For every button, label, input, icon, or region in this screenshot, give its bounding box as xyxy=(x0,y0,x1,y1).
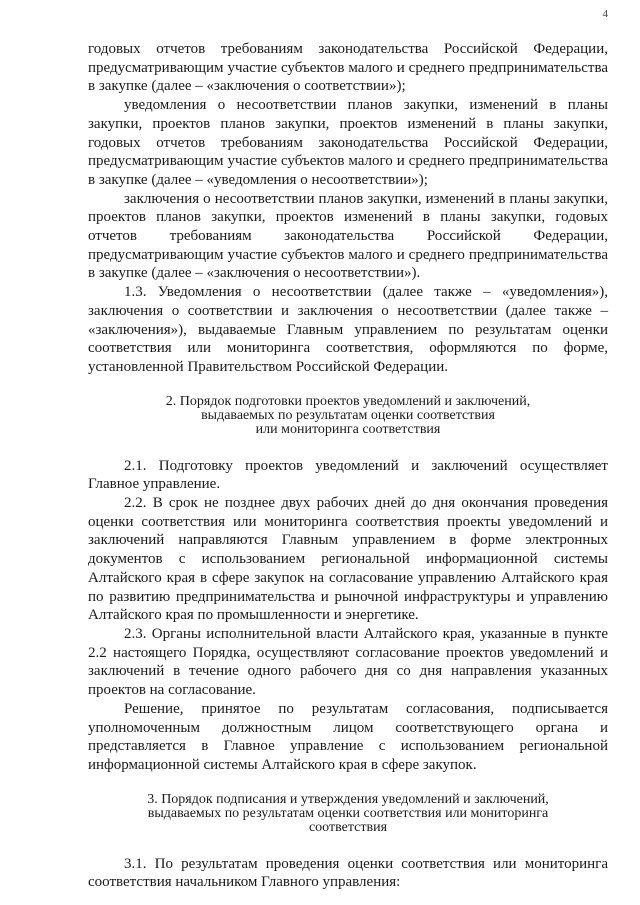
page-number: 4 xyxy=(602,8,608,20)
paragraph-continuation: годовых отчетов требованиям законодательства Российской Федерации, предусматривающим участие субъектов малого и среднего предпринимательства в закупке (далее – «заключения о соответствии»); xyxy=(88,41,608,95)
section-2-title-line: 2. Порядок подготовки проектов уведомлений и заключений, xyxy=(165,393,531,409)
paragraph-2-3: 2.3. Органы исполнительной власти Алтайского края, указанные в пункте 2.2 настоящего Порядка, осуществляют согласование проектов уведомлений и заключений в течение одного рабочего дня со дня направления указанных проектов на согласование. xyxy=(88,625,608,699)
section-2-title xyxy=(88,395,608,437)
document-body xyxy=(88,40,608,892)
section-3-title xyxy=(88,793,608,835)
section-3-title-line: выдаваемых по результатам оценки соответствия или мониторинга xyxy=(147,805,549,821)
paragraph-notice-noncompliance: уведомления о несоответствии планов закупки, изменений в планы закупки, проектов планов закупки, проектов изменений в планы закупки, годовых отчетов требованиям законодательства Российской Федерации, предусматривающим участие субъектов малого и среднего предпринимательства в закупке (далее – «уведомления о несоответствии»); xyxy=(88,97,608,188)
section-2-title-line: выдаваемых по результатам оценки соответствия xyxy=(201,407,495,423)
paragraph-decision: Решение, принятое по результатам согласования, подписывается уполномоченным должностным лицом соответствующего органа и представляется в Главное управление с использованием региональной информационной системы Алтайского края в сфере закупок. xyxy=(88,700,608,773)
section-3-title-line: 3. Порядок подписания и утверждения уведомлений и заключений, xyxy=(147,791,549,807)
paragraph-1-3: 1.3. Уведомления о несоответствии (далее также – «уведомления»), заключения о соответствии и заключения о несоответствии (далее также – «заключения»), выдаваемые Главным управлением по результатам оценки соответствия или мониторинга соответствия, оформляются по форме, установленной Правительством Российской Федерации. xyxy=(88,284,608,375)
paragraph-3-1: 3.1. По результатам проведения оценки соответствия или мониторинга соответствия начальником Главного управления: xyxy=(88,855,608,891)
section-3-title-line: соответствия xyxy=(308,819,388,835)
section-2-title-line: или мониторинга соответствия xyxy=(255,421,441,437)
paragraph-conclusion-noncompliance: заключения о несоответствии планов закупки, изменений в планы закупки, проектов планов закупки, проектов изменений в планы закупки, годовых отчетов требованиям законодательства Российской Федерации, предусматривающим участие субъектов малого и среднего предпринимательства в закупке (далее – «заключения о несоответствии»). xyxy=(88,190,608,282)
paragraph-2-1: 2.1. Подготовку проектов уведомлений и заключений осуществляет Главное управление. xyxy=(88,457,608,493)
paragraph-2-2: 2.2. В срок не позднее двух рабочих дней до дня окончания проведения оценки соответствия или мониторинга соответствия проекты уведомлений и заключений направляются Главным управлением в форме электронных документов с использованием региональной информационной системы Алтайского края в сфере закупок на согласование управлению Алтайского края по развитию предпринимательства и рыночной инфраструктуры и управлению Алтайского края по промышленности и энергетике. xyxy=(88,495,608,624)
